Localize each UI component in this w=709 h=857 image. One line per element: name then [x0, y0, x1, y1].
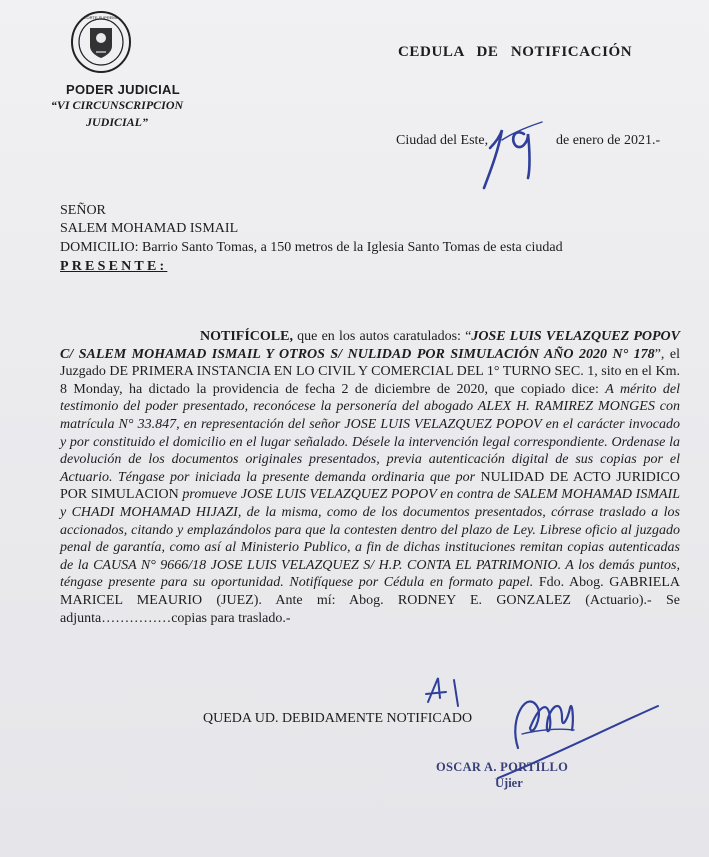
copies-blank: ……………: [101, 610, 172, 626]
institution-judicial: JUDICIAL”: [85, 115, 148, 129]
recipient-domicile: DOMICILIO: Barrio Santo Tomas, a 150 metros de la Iglesia Santo Tomas de esta ciudad: [60, 240, 563, 255]
date-prefix: Ciudad del Este,: [396, 133, 489, 148]
handwritten-copies-count: [418, 672, 478, 712]
handwritten-day: [478, 112, 548, 192]
body-intro: que en los autos caratulados: “: [292, 329, 472, 344]
recipient-name: SALEM MOHAMAD ISMAIL: [60, 221, 239, 236]
copies-text: copias para traslado.-: [171, 610, 291, 626]
institution-name: PODER JUDICIAL: [66, 82, 180, 97]
court-details: ”, el Juzgado DE PRIMERA INSTANCIA EN LO CIVIL Y COMERCIAL DEL 1° TURNO SEC. 1, sito en el Km. 8 Monday, ha dictado la providencia de fecha 2 de diciembre de 2020, que copiado dice:: [60, 346, 680, 397]
ruling-quote: A mérito del testimonio del poder presentado, reconócese la personería del abogado ALEX H. RAMIREZ MONGES con matrícula N° 33.847, en representación del señor JOSE LUIS VELAZQUEZ POPOV en el carácter invocado y por constituido el domicilio en el lugar señalado. Désele la intervención legal correspondiente. Ordenase la devolución de los documentos originales presentados, previa autenticación digital de sus copias por el Actuario. Téngase por iniciada la presente demanda ordinaria que por: [60, 381, 680, 485]
institution-circumscription: “VI CIRCUNSCRIPCION: [50, 98, 184, 112]
svg-text:CORTE SUPREMA: CORTE SUPREMA: [83, 15, 119, 20]
notify-keyword: NOTIFÍCOLE,: [200, 329, 293, 344]
salutation: SEÑOR: [60, 203, 106, 218]
action-type: NULIDAD DE ACTO JURIDICO POR SIMULACION: [60, 469, 680, 503]
presente-heading: PRESENTE:: [60, 259, 168, 274]
date-suffix: de enero de 2021.-: [556, 133, 661, 148]
case-title: JOSE LUIS VELAZQUEZ POPOV C/ SALEM MOHAMAD ISMAIL Y OTROS S/ NULIDAD POR SIMULACIÓN AÑO 2020 N° 178: [60, 329, 680, 362]
officer-title: Ujier: [495, 776, 523, 790]
signatories: Fdo. Abog. GABRIELA MARICEL MEAURIO (JUEZ). Ante mí: Abog. RODNEY E. GONZALEZ (Actuario).- Se adjunta: [60, 575, 680, 626]
document-title: CEDULA DE NOTIFICACIÓN: [398, 44, 633, 60]
officer-name: OSCAR A. PORTILLO: [436, 760, 569, 774]
notified-statement: QUEDA UD. DEBIDAMENTE NOTIFICADO: [203, 711, 473, 726]
judicial-seal-icon: [70, 10, 132, 74]
ruling-quote-continued: promueve JOSE LUIS VELAZQUEZ POPOV en contra de SALEM MOHAMAD ISMAIL y CHADI MOHAMAD HIJAZI, de la misma, como de los documentos presentados, córrase traslado a los accionados, citando y emplazándolos para que la contesten dentro del plazo de Ley. Librese oficio al juzgado penal de garantía, como así al Ministerio Publico, a fin de dichas instituciones remitan copias autenticadas de la CAUSA N° 9666/18 JOSE LUIS VELAZQUEZ S/ H.P. CONTA EL PATRIMONIO. A los demás puntos, téngase presente para su oportunidad. Notifíquese por Cédula en formato papel.: [60, 487, 681, 591]
notification-body: [60, 328, 680, 627]
